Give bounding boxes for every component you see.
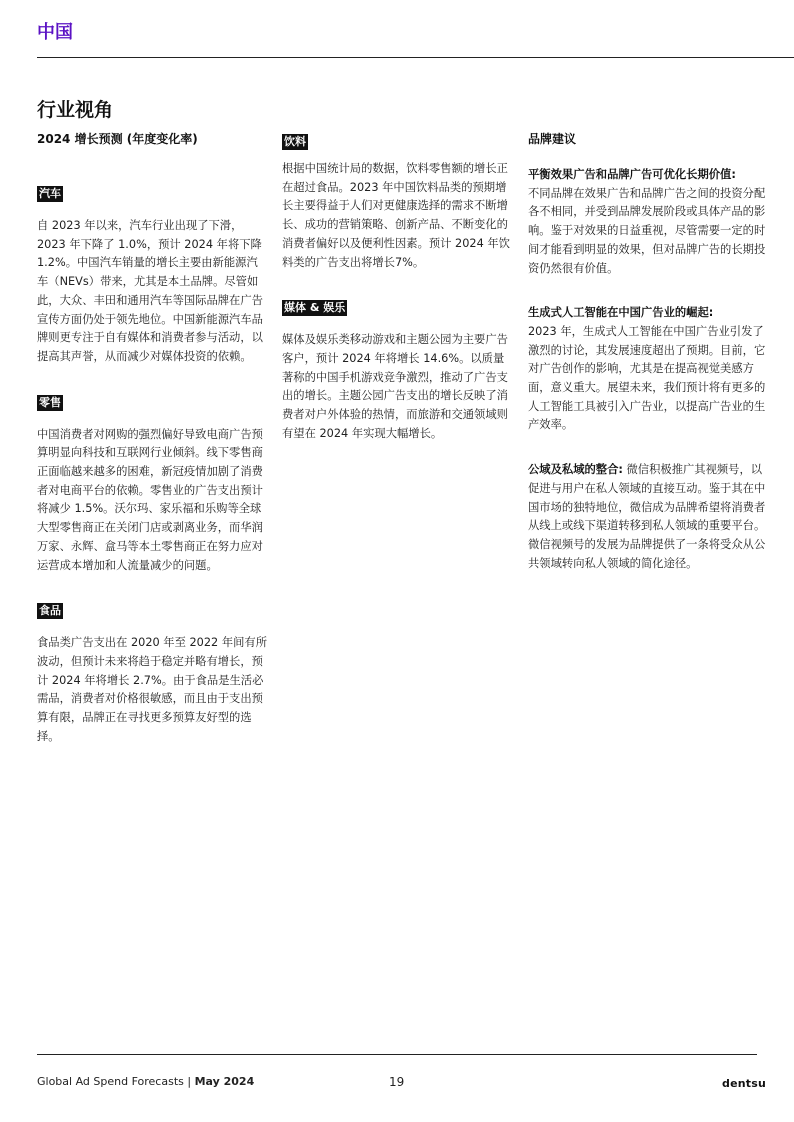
- advice-item-balance: [528, 166, 768, 278]
- section-auto-text: 自 2023 年以来，汽车行业出现了下滑，2023 年下降了 1.0%，预计 2024 年将下降 1.2%。中国汽车销量的增长主要由新能源汽车（NEVs）带来，尤其是本土品牌。尽管如此，大众、丰田和通用汽车等国际品牌在广告宣传方面仍处于领先地位。中国新能源汽车品牌则更专注于自有媒体和消费者参与活动，以提高其声誉，从而减少对媒体投资的依赖。: [37, 219, 263, 363]
- footer-divider: [37, 1054, 757, 1055]
- section-retail: [37, 391, 269, 576]
- footer-report-title: [37, 1075, 254, 1088]
- advice-item-public-private: [528, 461, 768, 573]
- column-brand-advice: [528, 130, 768, 573]
- page-number: 19: [389, 1075, 405, 1089]
- section-auto: [37, 182, 269, 367]
- advice-item-balance-lead: 平衡效果广告和品牌广告可优化长期价值:: [528, 168, 736, 181]
- column-industries: [282, 130, 514, 443]
- tag-media-entertainment: 媒体 & 娱乐: [284, 301, 346, 315]
- top-divider: [37, 57, 794, 58]
- column-forecast: [37, 130, 269, 746]
- tag-food: 食品: [39, 604, 61, 618]
- footer-report-name: Global Ad Spend Forecasts: [37, 1075, 184, 1088]
- advice-item-genai: [528, 304, 768, 435]
- advice-item-public-private-para: [528, 461, 768, 573]
- section-food: [37, 599, 269, 746]
- section-media-entertainment: [282, 296, 514, 443]
- advice-item-genai-text: 2023 年，生成式人工智能在中国广告业引发了激烈的讨论，其发展速度超出了预期。目前，它对广告创作的影响，尤其是在提高视觉美感方面，意义重大。展望未来，我们预计将有更多的人工智能工具被引入广告业，以提高广告业的生产效率。: [528, 324, 766, 432]
- section-retail-text: 中国消费者对网购的强烈偏好导致电商广告预算明显向科技和互联网行业倾斜。线下零售商正面临越来越多的困难，新冠疫情加剧了消费者对电商平台的依赖。零售业的广告支出预计将减少 1.5%。沃尔玛、家乐福和乐购等全球大型零售商正在关闭门店或剥离业务，而华润万家、永辉、盒马等本土零售商正在努力应对运营成本增加和人流量减少的问题。: [37, 427, 263, 572]
- advice-item-public-private-text: 微信积极推广其视频号，以促进与用户在私人领域的直接互动。鉴于其在中国市场的独特地位，微信成为品牌希望将消费者从线上或线下渠道转移到私人领域的重要平台。微信视频号的发展为品牌提供了一条将受众从公共领域转向私人领域的简化途径。: [528, 463, 766, 570]
- footer-date: May 2024: [194, 1075, 255, 1088]
- advice-item-public-private-lead: 公域及私域的整合:: [528, 463, 623, 477]
- region-title: 中国: [37, 22, 73, 43]
- advice-item-balance-text: 不同品牌在效果广告和品牌广告之间的投资分配各不相同，并受到品牌发展阶段或具体产品的影响。鉴于对效果的日益重视，尽管需要一定的时间才能看到明显的效果，但对品牌广告的长期投资仍然很有价值。: [528, 186, 766, 275]
- page-title: 行业视角: [37, 99, 114, 121]
- section-beverage-text: 根据中国统计局的数据，饮料零售额的增长正在超过食品。2023 年中国饮料品类的预期增长主要得益于人们对更健康选择的需求不断增长、成功的营销策略、创新产品、不断变化的消费者偏好以及便利性因素。预计 2024 年饮料类的广告支出将增长7%。: [282, 162, 510, 269]
- section-food-text: 食品类广告支出在 2020 年至 2022 年间有所波动，但预计未来将趋于稳定并略有增长，预计 2024 年将增长 2.7%。由于食品是生活必需品，消费者对价格很敏感，而且由于支出预算有限，品牌正在寻找更多预算友好型的选择。: [37, 636, 268, 743]
- tag-retail: 零售: [39, 395, 61, 409]
- tag-beverage: 饮料: [284, 135, 306, 148]
- section-media-entertainment-text: 媒体及娱乐类移动游戏和主题公园为主要广告客户，预计 2024 年将增长 14.6%。以质量著称的中国手机游戏竞争激烈，推动了广告支出的增长。主题公园广告支出的增长反映了消费者对户外体验的热情，而旅游和交通领域则有望在 2024 年实现大幅增长。: [282, 333, 508, 440]
- footer-separator: |: [187, 1075, 192, 1088]
- column-heading-brand-advice: 品牌建议: [528, 132, 577, 146]
- section-beverage: [282, 130, 514, 272]
- brand-logo: dentsu: [722, 1077, 767, 1090]
- column-heading-forecast: 2024 增长预测 (年度变化率): [37, 132, 198, 146]
- tag-auto: 汽车: [39, 187, 61, 200]
- advice-item-genai-lead: 生成式人工智能在中国广告业的崛起:: [528, 306, 714, 320]
